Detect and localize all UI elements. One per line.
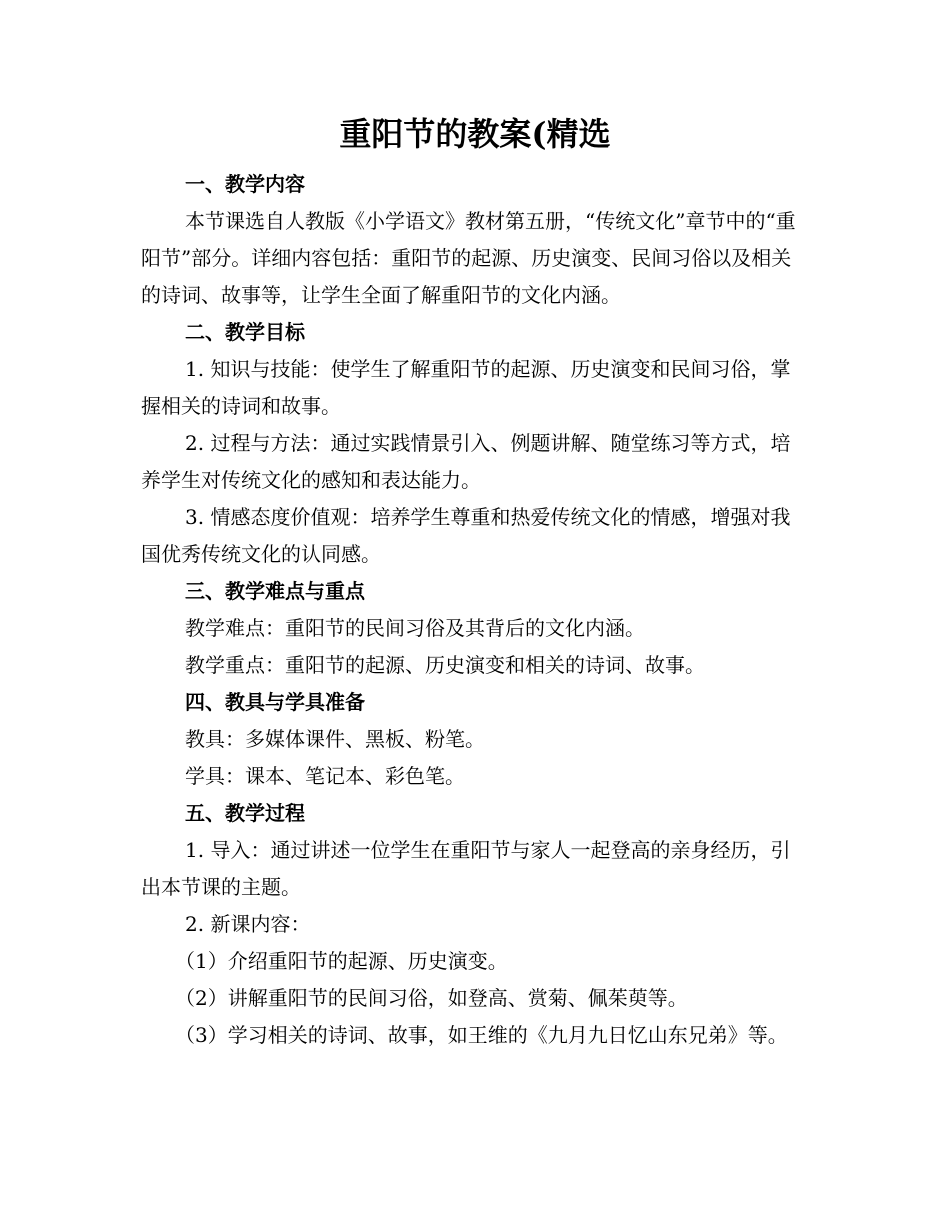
process-sub-item-3: （3）学习相关的诗词、故事，如王维的《九月九日忆山东兄弟》等。: [175, 1023, 788, 1047]
section-heading-process: 五、教学过程: [185, 801, 305, 825]
objective-item-2: 2. 过程与方法：通过实践情景引入、例题讲解、随堂练习等方式，培养学生对传统文化的感知和表达能力。: [141, 431, 791, 492]
process-step-2: 2. 新课内容：: [185, 912, 311, 936]
process-sub-item-2: （2）讲解重阳节的民间习俗，如登高、赏菊、佩茱萸等。: [175, 986, 688, 1010]
process-sub-item-1: （1）介绍重阳节的起源、历史演变。: [175, 949, 508, 973]
difficulty-text: 教学难点：重阳节的民间习俗及其背后的文化内涵。: [185, 616, 645, 640]
process-step-1: 1. 导入：通过讲述一位学生在重阳节与家人一起登高的亲身经历，引出本节课的主题。: [141, 838, 791, 899]
section-heading-tools: 四、教具与学具准备: [185, 690, 365, 714]
key-points-text: 教学重点：重阳节的起源、历史演变和相关的诗词、故事。: [185, 653, 705, 677]
document-body: [141, 166, 809, 1054]
objective-item-1: 1. 知识与技能：使学生了解重阳节的起源、历史演变和民间习俗，掌握相关的诗词和故事。: [141, 357, 791, 418]
student-tools-text: 学具：课本、笔记本、彩色笔。: [185, 764, 465, 788]
content-paragraph: 本节课选自人教版《小学语文》教材第五册，“传统文化”章节中的“重阳节”部分。详细内容包括：重阳节的起源、历史演变、民间习俗以及相关的诗词、故事等，让学生全面了解重阳节的文化内涵。: [141, 209, 796, 307]
teacher-tools-text: 教具：多媒体课件、黑板、粉笔。: [185, 727, 485, 751]
section-heading-difficulty: 三、教学难点与重点: [185, 579, 365, 603]
section-heading-objectives: 二、教学目标: [185, 320, 305, 344]
document-title: 重阳节的教案(精选: [339, 115, 611, 153]
objective-item-3: 3. 情感态度价值观：培养学生尊重和热爱传统文化的情感，增强对我国优秀传统文化的认同感。: [141, 505, 791, 566]
section-heading-content: 一、教学内容: [185, 172, 305, 196]
